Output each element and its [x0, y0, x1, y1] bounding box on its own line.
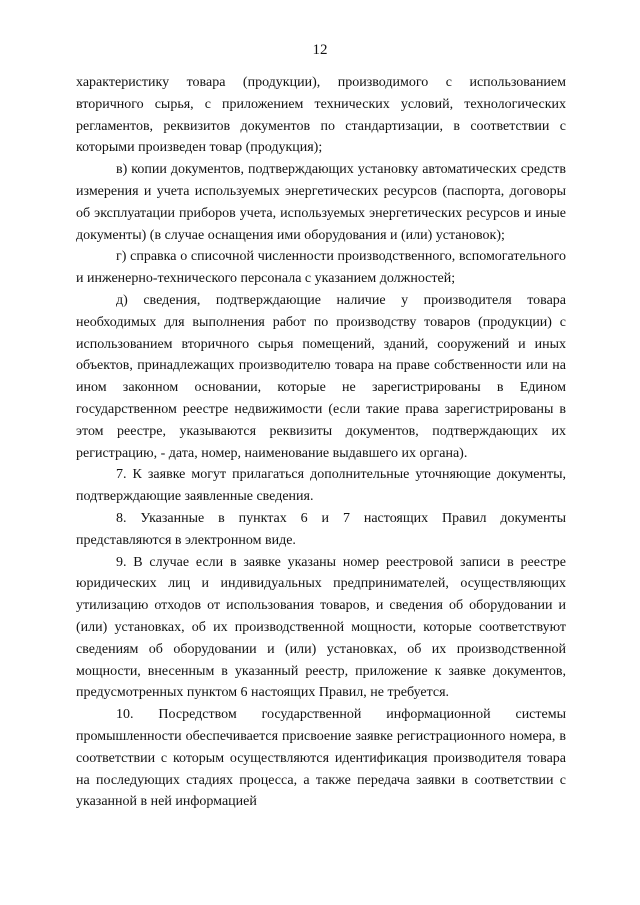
paragraph-9: 9. В случае если в заявке указаны номер реестровой записи в реестре юридических лиц и индивидуальных предпринимателей, осуществляющих утилизацию отходов от использования товаров, и сведения об оборудовании и (или) установках, об их производственной мощности, которые соответствуют сведениям об оборудовании и (или) установках, об их производственной мощности, внесенным в указанный реестр, приложение к заявке документов, предусмотренных пунктом 6 настоящих Правил, не требуется. — [76, 554, 566, 701]
paragraph-10: 10. Посредством государственной информационной системы промышленности обеспечивается присвоение заявке регистрационного номера, в соответствии с которым осуществляются идентификация производителя товара на последующих стадиях процесса, а также передача заявки в соответствии с указанной в ней информацией — [76, 707, 566, 810]
paragraph-item-v: в) копии документов, подтверждающих установку автоматических средств измерения и учета используемых энергетических ресурсов (паспорта, договоры об эксплуатации приборов учета, используемых энергетических ресурсов и иные документы) (в случае оснащения ими оборудования и (или) установок); — [76, 162, 566, 243]
paragraph-product-characteristics: характеристику товара (продукции), производимого с использованием вторичного сырья, с приложением технических условий, технологических регламентов, реквизитов документов по стандартизации, в соответствии с которыми произведен товар (продукция); — [76, 75, 566, 156]
paragraph-8: 8. Указанные в пунктах 6 и 7 настоящих Правил документы представляются в электронном виде. — [76, 510, 566, 548]
paragraph-item-d: д) сведения, подтверждающие наличие у производителя товара необходимых для выполнения работ по производству товаров (продукции) с использованием вторичного сырья помещений, зданий, сооружений и иных объектов, принадлежащих производителю товара на праве собственности или на ином законном основании, которые не зарегистрированы в Едином государственном реестре недвижимости (если такие права зарегистрированы в этом реестре, указываются реквизиты документов, подтверждающих их регистрацию, - дата, номер, наименование выдавшего их органа). — [76, 292, 566, 461]
document-body — [76, 72, 566, 813]
paragraph-item-g: г) справка о списочной численности производственного, вспомогательного и инженерно-технического персонала с указанием должностей; — [76, 249, 566, 287]
paragraph-7: 7. К заявке могут прилагаться дополнительные уточняющие документы, подтверждающие заявленные сведения. — [76, 467, 566, 505]
page-number: 12 — [312, 42, 328, 58]
